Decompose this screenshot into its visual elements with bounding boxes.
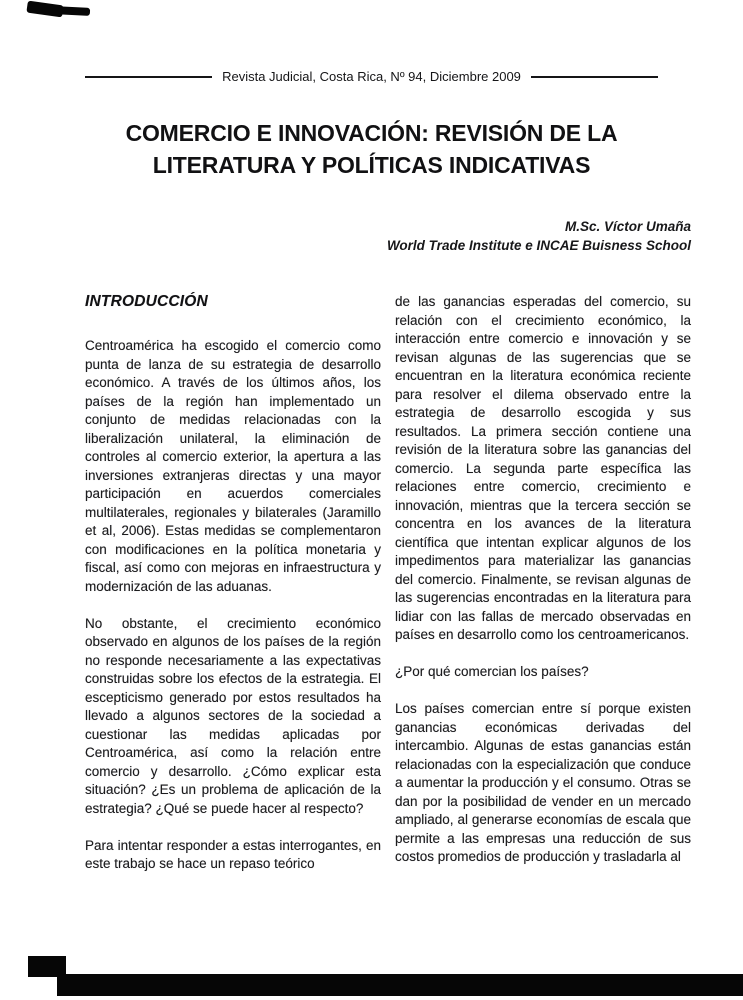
scan-artifact-bottom-bar [57, 974, 743, 996]
right-paragraph-1: de las ganancias esperadas del comercio, su relación con el crecimiento económico, la interacción entre comercio e innovación y se revisan algunas de las sugerencias que se encuentran en la literatura económica reciente para resolver el dilema observado entre la estrategia de desarrollo escogida y sus resultados. La primera sección contiene una revisión de la literatura sobre las ganancias del comercio. La segunda parte específica las relaciones entre comercio, crecimiento e innovación, mientras que la tercera sección se concentra en los avances de la literatura científica que intentan explicar algunos de los impedimentos para materializar las ganancias del comercio. Finalmente, se revisan algunas de las sugerencias encontradas en la literatura para lidiar con las fallas de mercado observadas en países en desarrollo como los centroamericanos. [395, 294, 691, 642]
left-paragraph-1: Centroamérica ha escogido el comercio como punta de lanza de su estrategia de desarrollo económico. A través de los últimos años, los países de la región han implementado un conjunto de medidas relacionadas con la liberalización unilateral, la eliminación de controles al comercio exterior, la apertura a las inversiones extranjeras directas y una mayor participación en acuerdos comerciales multilaterales, regionales y bilaterales (Jaramillo et al, 2006). Estas medidas se complementaron con modificaciones en la política monetaria y fiscal, así como con mejoras en infraestructura y modernización de las aduanas. [85, 338, 381, 594]
left-column [85, 293, 381, 874]
author-affiliation: World Trade Institute e INCAE Buisness School [386, 237, 691, 253]
article-title-line-2: LITERATURA Y POLÍTICAS INDICATIVAS [152, 152, 591, 178]
right-paragraph-2: Los países comercian entre sí porque existen ganancias económicas derivadas del intercambio. Algunas de estas ganancias están relacionadas con la especialización que conduce a aumentar la producción y el consumo. Otras se dan por la posibilidad de vender en un mercado ampliado, al generarse economías de escala que permite a las empresas una reducción de sus costos promedios de producción y trasladarla al [395, 701, 691, 864]
left-paragraph-2: No obstante, el crecimiento económico observado en algunos de los países de la región no responde necesariamente a las expectativas construidas sobre los efectos de la estrategia. El escepticismo generado por estos resultados ha llevado a algunos sectores de la sociedad a cuestionar las medidas aplicadas por Centroamérica, así como la relación entre comercio y desarrollo. ¿Cómo explicar esta situación? ¿Es un problema de aplicación de la estrategia? ¿Qué se puede hacer al respecto? [85, 615, 381, 816]
section-heading-introduccion: INTRODUCCIÓN [85, 293, 208, 310]
article-body [85, 293, 691, 874]
page-header [85, 69, 658, 84]
question-subhead: ¿Por qué comercian los países? [395, 664, 589, 679]
left-paragraph-3: Para intentar responder a estas interrogantes, en este trabajo se hace un repaso teórico [85, 837, 381, 871]
header-rule-right [531, 76, 658, 78]
header-rule-left [85, 76, 212, 78]
right-column [395, 293, 691, 874]
article-title [0, 117, 743, 181]
author-name: M.Sc. Víctor Umaña [564, 219, 691, 234]
journal-header-text: Revista Judicial, Costa Rica, Nº 94, Diciembre 2009 [222, 69, 521, 84]
author-block [387, 218, 691, 255]
article-title-line-1: COMERCIO E INNOVACIÓN: REVISIÓN DE LA [125, 120, 618, 146]
